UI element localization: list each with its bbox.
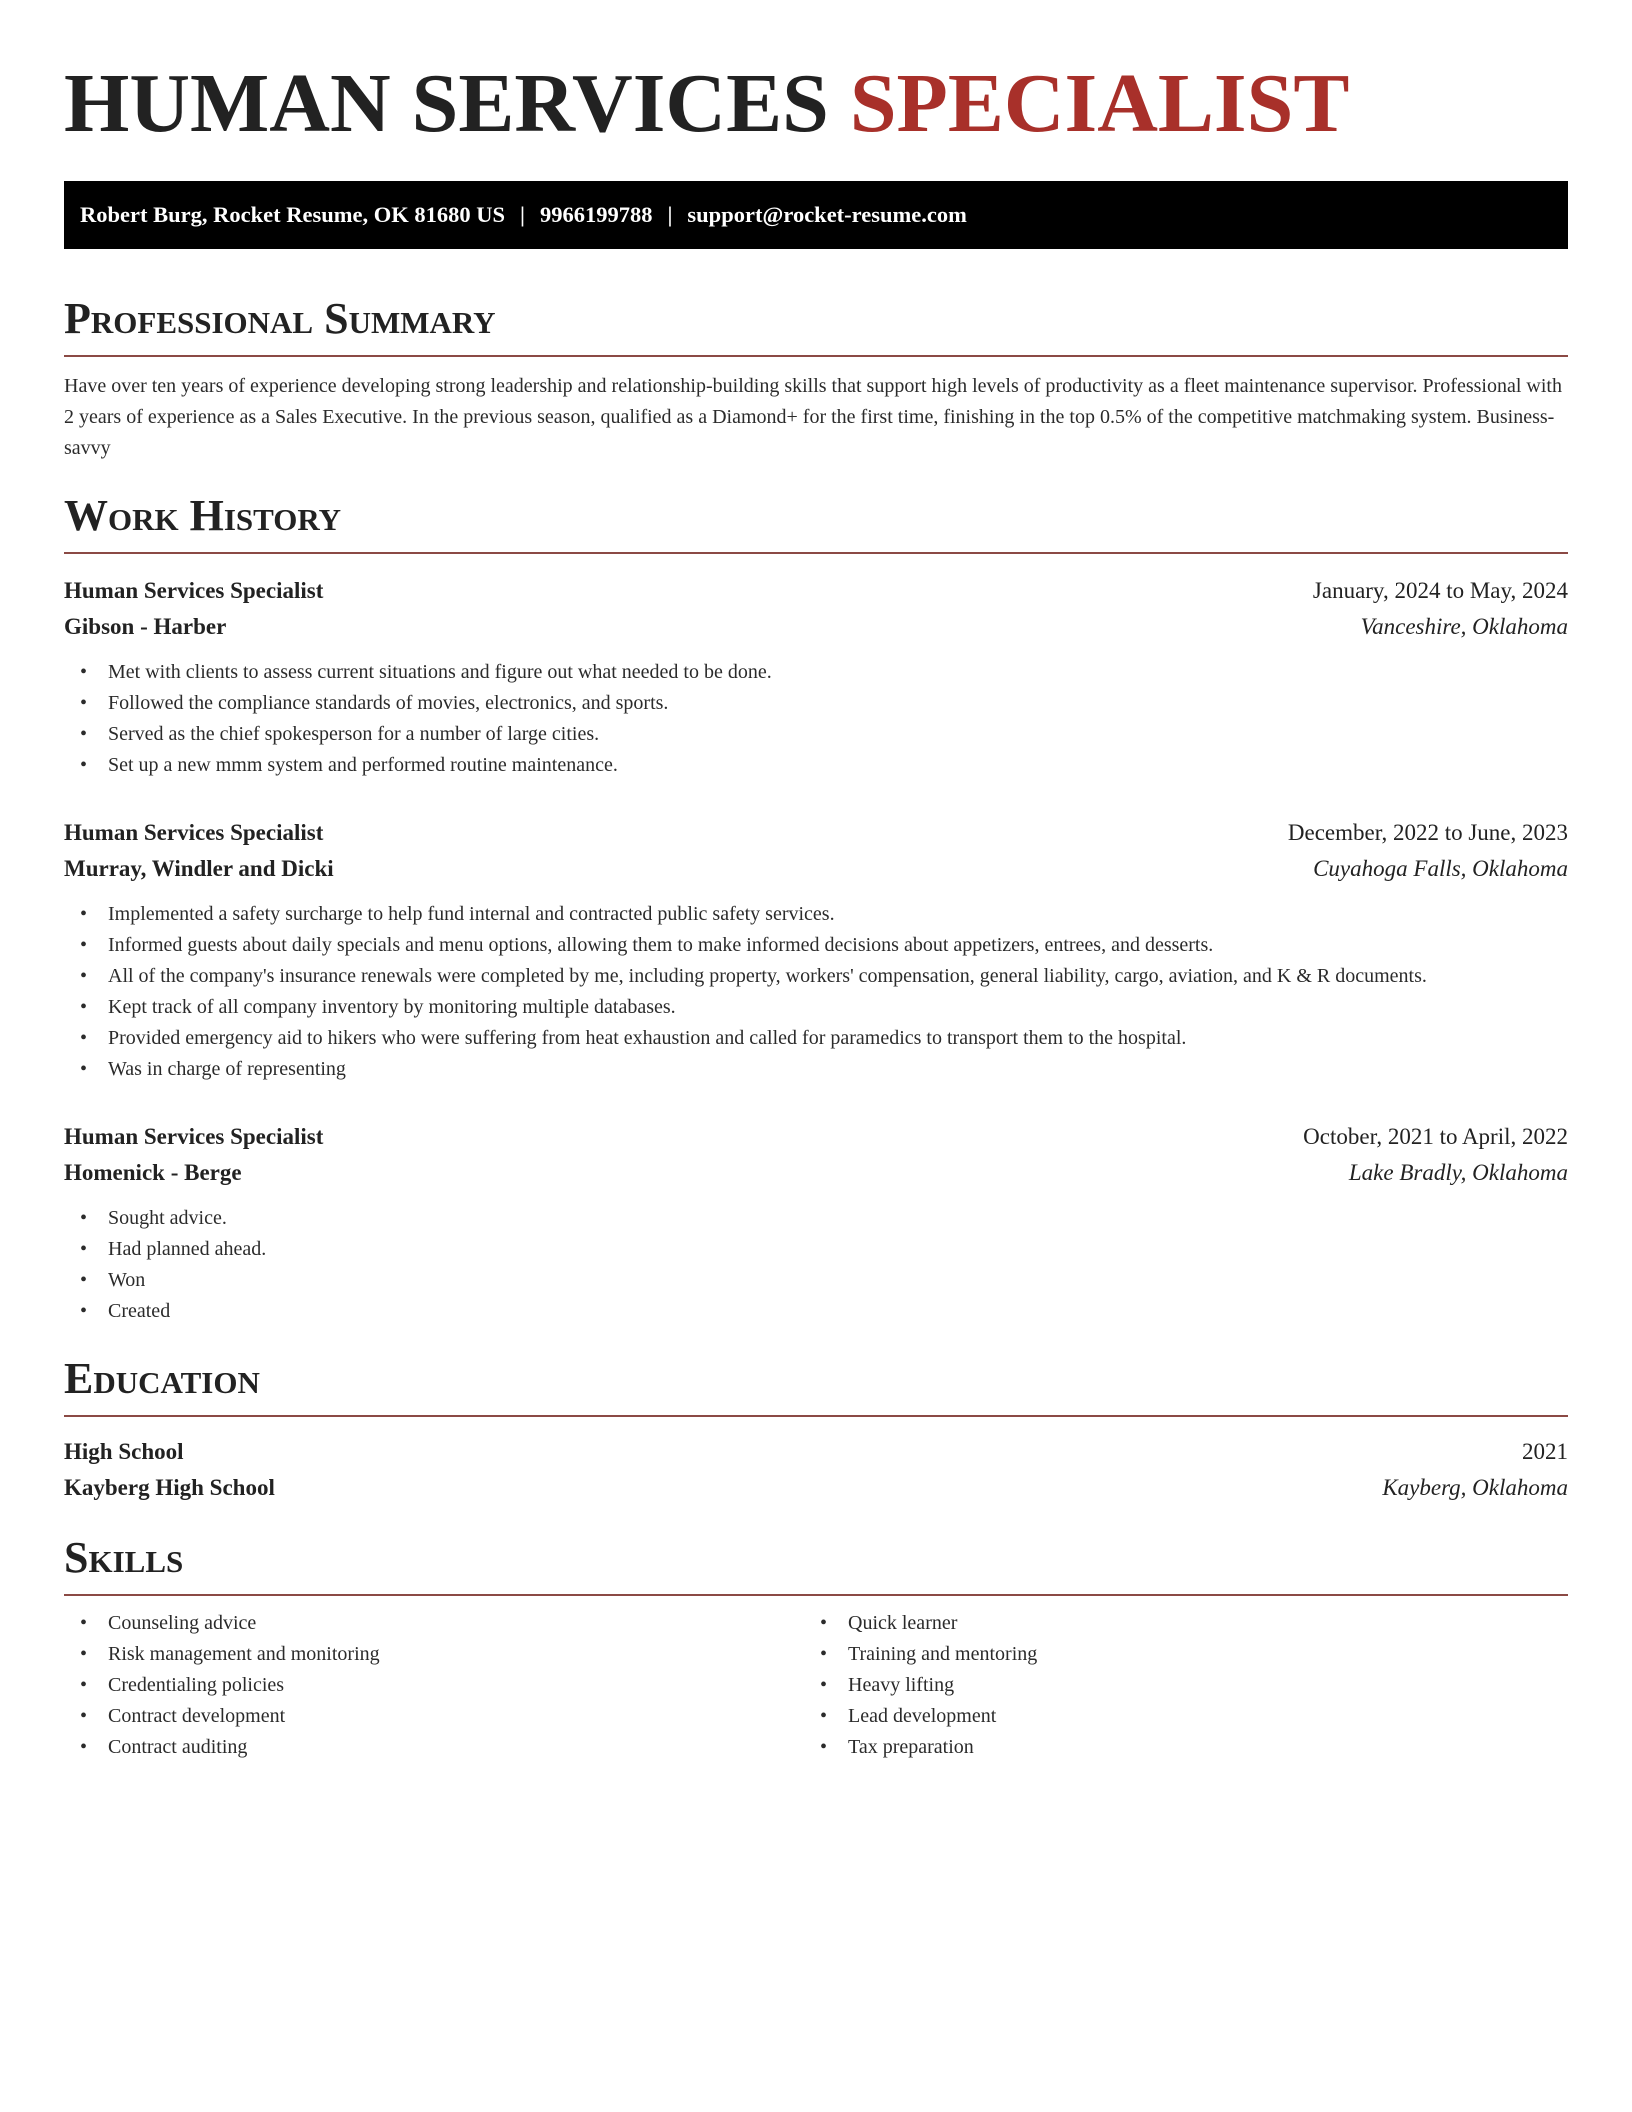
job-bullets: [64, 1203, 1568, 1327]
job-title: Human Services Specialist: [64, 1124, 324, 1149]
education-heading: Education: [64, 1353, 1568, 1417]
skills-list-right: [804, 1608, 1544, 1763]
job-location: Lake Bradly, Oklahoma: [1348, 1160, 1568, 1185]
skills-heading: Skills: [64, 1532, 1568, 1596]
list-item: • Set up a new mmm system and performed routine maintenance.: [64, 750, 1568, 781]
job-entry: [64, 815, 1568, 1085]
list-item: • Implemented a safety surcharge to help fund internal and contracted public safety services.: [64, 899, 1568, 930]
job-company: Gibson - Harber: [64, 614, 227, 639]
job-dates: January, 2024 to May, 2024: [1312, 578, 1568, 603]
work-history-heading: Work History: [64, 490, 1568, 554]
contact-address: Robert Burg, Rocket Resume, OK 81680 US: [80, 202, 505, 227]
education-location: Kayberg, Oklahoma: [1382, 1475, 1568, 1500]
title-main: HUMAN SERVICES: [64, 57, 829, 150]
skill-item: • Tax preparation: [804, 1732, 1544, 1763]
list-item: • Met with clients to assess current situations and figure out what needed to be done.: [64, 657, 1568, 688]
contact-phone: 9966199788: [539, 202, 653, 227]
skill-item: • Training and mentoring: [804, 1639, 1544, 1670]
skill-item: • Contract auditing: [64, 1732, 804, 1763]
resume-title: [64, 58, 1568, 150]
job-title: Human Services Specialist: [64, 820, 324, 845]
list-item: • Had planned ahead.: [64, 1234, 1568, 1265]
skill-item: • Credentialing policies: [64, 1670, 804, 1701]
job-entry: [64, 573, 1568, 781]
job-company: Murray, Windler and Dicki: [64, 856, 334, 881]
job-entry: [64, 1119, 1568, 1327]
skills-list-left: [64, 1608, 804, 1763]
education-year: 2021: [1522, 1439, 1568, 1464]
resume-page: [64, 0, 1568, 1763]
education-school: Kayberg High School: [64, 1475, 275, 1500]
job-bullets: [64, 657, 1568, 781]
list-item: • Won: [64, 1265, 1568, 1296]
skill-item: • Risk management and monitoring: [64, 1639, 804, 1670]
job-company: Homenick - Berge: [64, 1160, 242, 1185]
skills-section: [64, 1532, 1568, 1763]
job-dates: December, 2022 to June, 2023: [1287, 820, 1568, 845]
summary-text: Have over ten years of experience developing strong leadership and relationship-building skills that support high levels of productivity as a fleet maintenance supervisor. Professional with 2 years of experience as a Sales Executive. In the previous season, qualified as a Diamond+ for the first time, finishing in the top 0.5% of the competitive matchmaking system. Business-savvy: [64, 375, 1562, 459]
job-location: Vanceshire, Oklahoma: [1360, 614, 1568, 639]
list-item: • Kept track of all company inventory by monitoring multiple databases.: [64, 992, 1568, 1023]
list-item: • Followed the compliance standards of movies, electronics, and sports.: [64, 688, 1568, 719]
summary-section: [64, 293, 1568, 464]
list-item: • All of the company's insurance renewals were completed by me, including property, workers' compensation, general liability, cargo, aviation, and K & R documents.: [64, 961, 1568, 992]
title-accent: SPECIALIST: [849, 57, 1350, 150]
list-item: • Was in charge of representing: [64, 1054, 1568, 1085]
contact-separator: |: [519, 202, 525, 227]
summary-heading: Professional Summary: [64, 293, 1568, 357]
skill-item: • Contract development: [64, 1701, 804, 1732]
job-title: Human Services Specialist: [64, 578, 324, 603]
skill-item: • Heavy lifting: [804, 1670, 1544, 1701]
education-entry: [64, 1434, 1568, 1506]
skill-item: • Lead development: [804, 1701, 1544, 1732]
contact-separator: |: [667, 202, 673, 227]
education-section: [64, 1353, 1568, 1506]
education-degree: High School: [64, 1439, 184, 1464]
job-dates: October, 2021 to April, 2022: [1303, 1124, 1568, 1149]
job-bullets: [64, 899, 1568, 1085]
contact-bar: [64, 181, 1568, 249]
list-item: • Served as the chief spokesperson for a number of large cities.: [64, 719, 1568, 750]
list-item: • Informed guests about daily specials and menu options, allowing them to make informed decisions about appetizers, entrees, and desserts.: [64, 930, 1568, 961]
skills-columns: [64, 1608, 1568, 1763]
job-location: Cuyahoga Falls, Oklahoma: [1313, 856, 1568, 881]
list-item: • Provided emergency aid to hikers who were suffering from heat exhaustion and called for paramedics to transport them to the hospital.: [64, 1023, 1568, 1054]
contact-email[interactable]: support@rocket-resume.com: [687, 202, 967, 227]
skill-item: • Counseling advice: [64, 1608, 804, 1639]
list-item: • Created: [64, 1296, 1568, 1327]
skill-item: • Quick learner: [804, 1608, 1544, 1639]
work-history-section: [64, 490, 1568, 1327]
list-item: • Sought advice.: [64, 1203, 1568, 1234]
